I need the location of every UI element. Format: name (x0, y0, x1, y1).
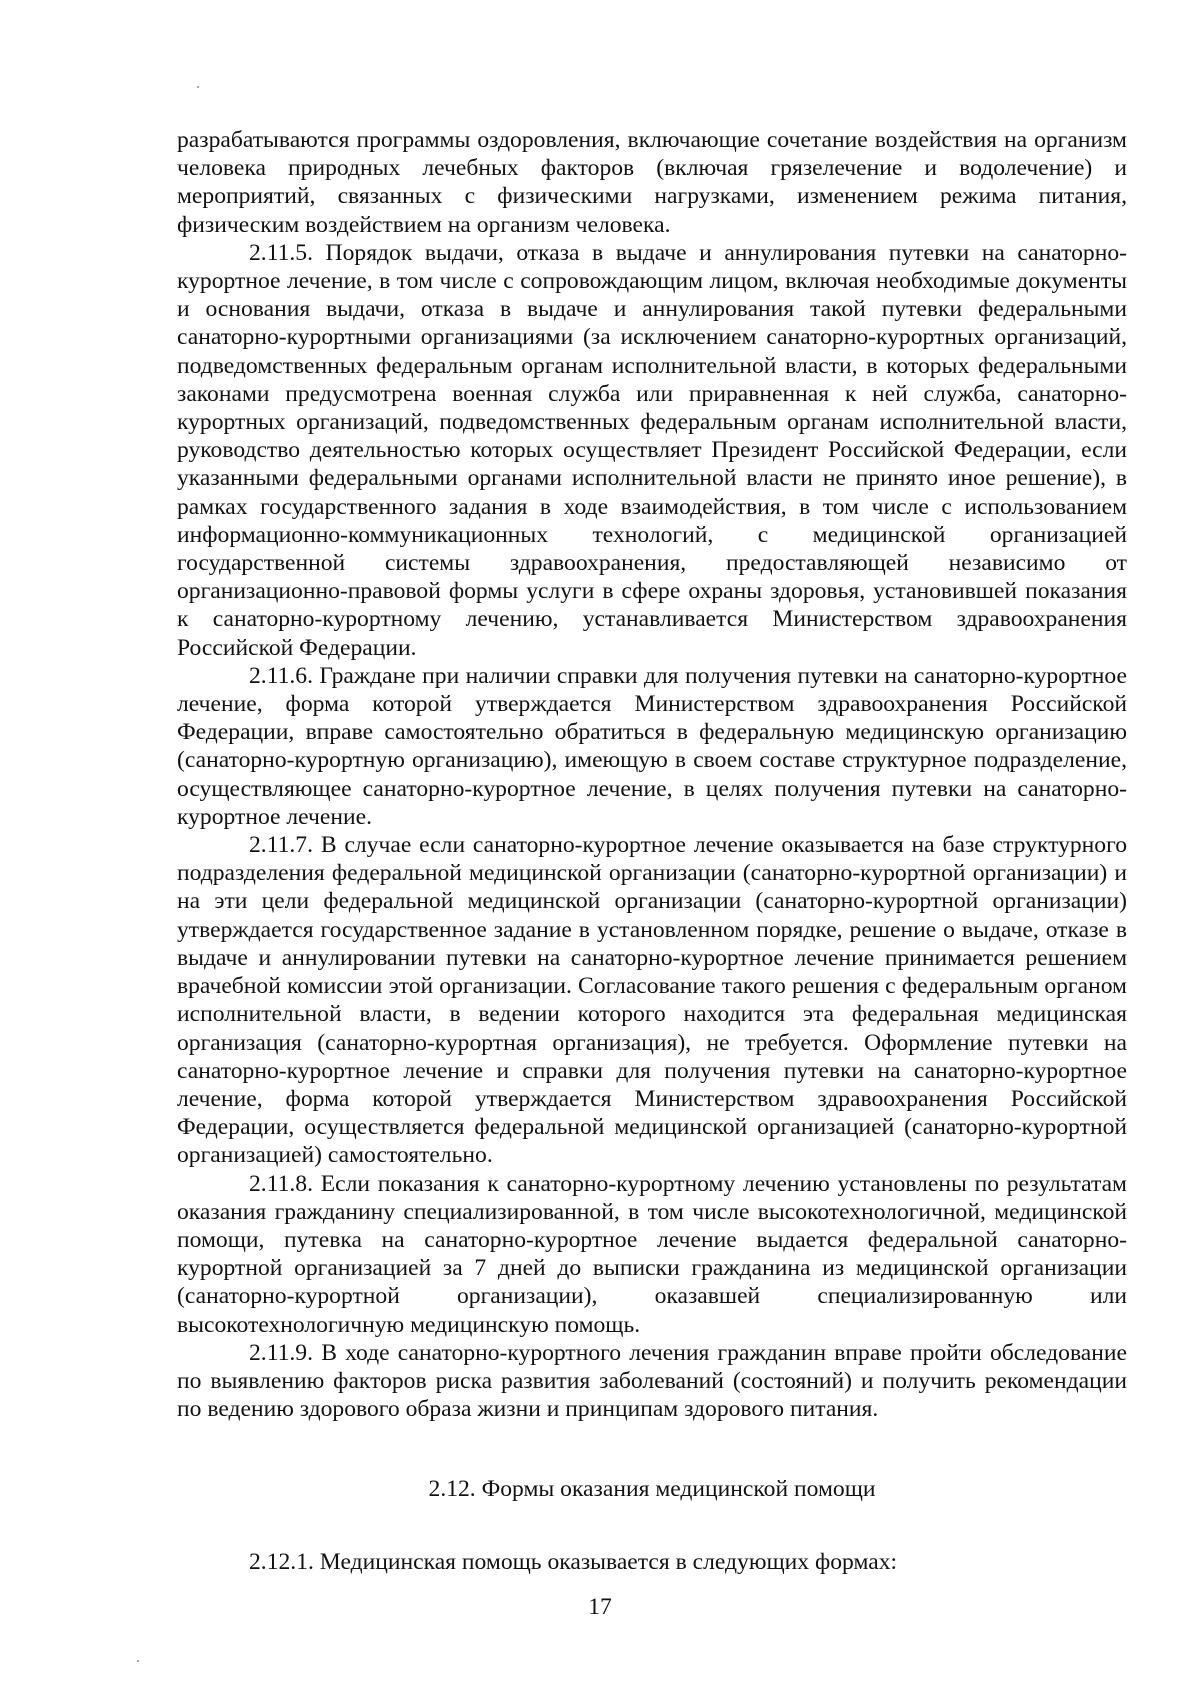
scan-speck (197, 86, 199, 88)
subsection-2-12-1: 2.12.1. Медицинская помощь оказывается в следующих формах: (249, 1548, 898, 1575)
paragraph-2-11-7: 2.11.7. В случае если санаторно-курортное лечение оказывается на базе структурного подразделения федеральной медицинской организации (санаторно-курортной организации) и на эти цели федеральной медицинской организации (санаторно-курортной организации) утверждается государственное задание в установленном порядке, решение о выдаче, отказе в выдаче и аннулировании путевки на санаторно-курортное лечение принимается решением врачебной комиссии этой организации. Согласование такого решения с федеральным органом исполнительной власти, в ведении которого находится эта федеральная медицинская организация (санаторно-курортная организация), не требуется. Оформление путевки на санаторно-курортное лечение и справки для получения путевки на санаторно-курортное лечение, форма которой утверждается Министерством здравоохранения Российской Федерации, осуществляется федеральной медицинской организацией (санаторно-курортной организацией) самостоятельно. (177, 832, 1127, 1169)
paragraph-2-11-8: 2.11.8. Если показания к санаторно-курортному лечению установлены по результатам оказания гражданину специализированной, в том числе высокотехнологичной, медицинской помощи, путевка на санаторно-курортное лечение выдается федеральной санаторно-курортной организацией за 7 дней до выписки гражданина из медицинской организации (санаторно-курортной организации), оказавшей специализированную или высокотехнологичную медицинскую помощь. (177, 1170, 1127, 1338)
paragraph-2-11-5: 2.11.5. Порядок выдачи, отказа в выдаче и аннулирования путевки на санаторно-курортное лечение, в том числе с сопровождающим лицом, включая необходимые документы и основания выдачи, отказа в выдаче и аннулирования такой путевки федеральными санаторно-курортными организациями (за исключением санаторно-курортных организаций, подведомственных федеральным органам исполнительной власти, в которых федеральными законами предусмотрена военная служба или приравненная к ней служба, санаторно-курортных организаций, подведомственных федеральным органам исполнительной власти, руководство деятельностью которых осуществляет Президент Российской Федерации, если указанными федеральными органами исполнительной власти не принято иное решение), в рамках государственного задания в ходе взаимодействия, в том числе с использованием информационно-коммуникационных технологий, с медицинской организацией государственной системы здравоохранения, предоставляющей независимо от организационно-правовой формы услуги в сфере охраны здоровья, установившей показания к санаторно-курортному лечению, устанавливается Министерством здравоохранения Российской Федерации. (177, 239, 1127, 661)
paragraph-2-11-9: 2.11.9. В ходе санаторно-курортного лечения гражданин вправе пройти обследование по выявлению факторов риска развития заболеваний (состояний) и получить рекомендации по ведению здорового образа жизни и принципам здорового питания. (177, 1339, 1127, 1423)
paragraph-continuation: разрабатываются программы оздоровления, включающие сочетание воздействия на организм человека природных лечебных факторов (включая грязелечение и водолечение) и мероприятий, связанных с физическими нагрузками, изменением режима питания, физическим воздействием на организм человека. (177, 127, 1127, 238)
scan-speck (137, 1660, 139, 1662)
document-page (177, 126, 1127, 1576)
page-number: 17 (588, 1594, 612, 1620)
paragraph-2-11-6: 2.11.6. Граждане при наличии справки для получения путевки на санаторно-курортное лечение, форма которой утверждается Министерством здравоохранения Российской Федерации, вправе самостоятельно обратиться в федеральную медицинскую организацию (санаторно-курортную организацию), имеющую в своем составе структурное подразделение, осуществляющее санаторно-курортное лечение, в целях получения путевки на санаторно-курортное лечение. (177, 662, 1127, 830)
section-heading: 2.12. Формы оказания медицинской помощи (428, 1476, 876, 1503)
